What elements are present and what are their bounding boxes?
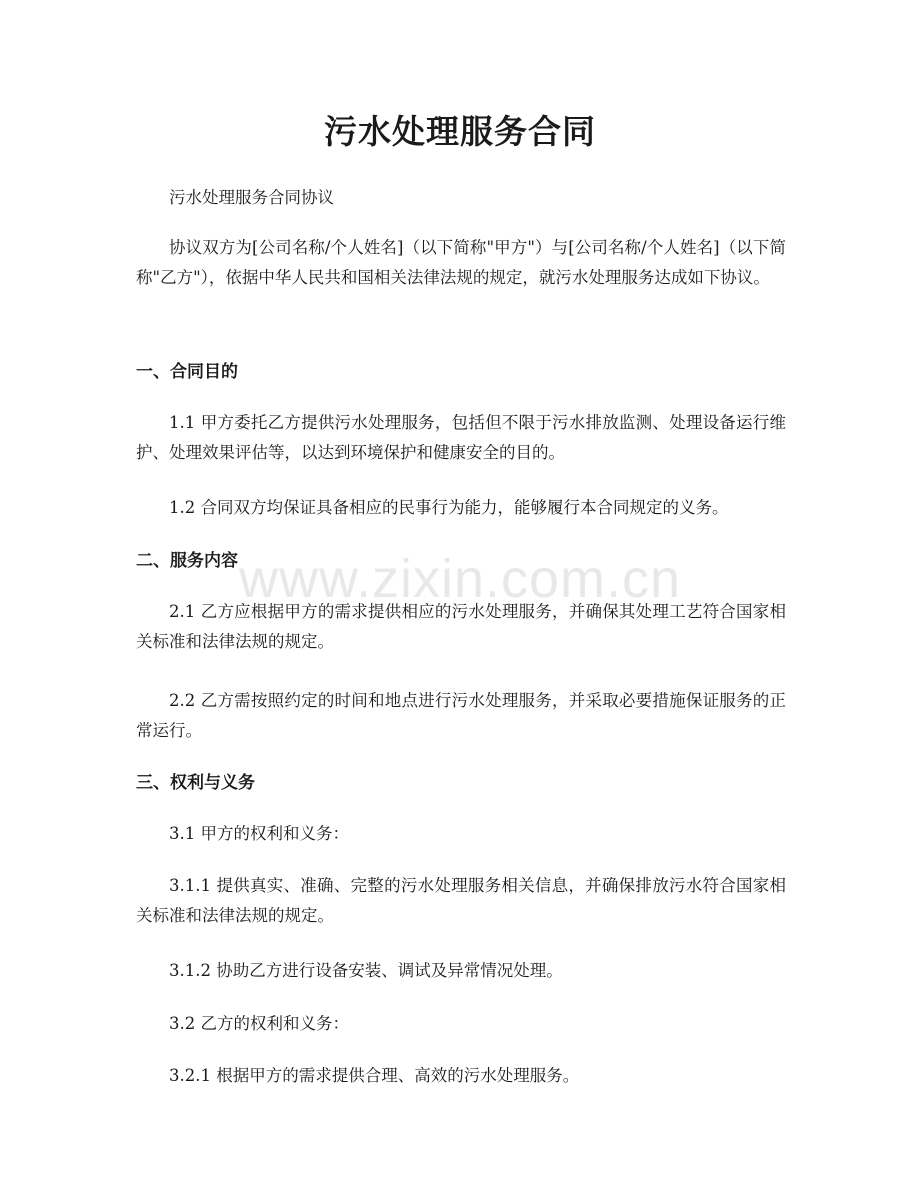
document-subtitle: 污水处理服务合同协议 (169, 188, 334, 207)
clause-3-2-1: 3.2.1 根据甲方的需求提供合理、高效的污水处理服务。 (169, 1066, 580, 1085)
clause-3-2: 3.2 乙方的权利和义务： (169, 1014, 349, 1033)
clause-1-2: 1.2 合同双方均保证具备相应的民事行为能力，能够履行本合同规定的义务。 (169, 498, 729, 517)
clause-3-1: 3.1 甲方的权利和义务： (169, 824, 349, 843)
clause-3-1-1: 3.1.1 提供真实、准确、完整的污水处理服务相关信息，并确保排放污水符合国家相关标准和法律法规的规定。 (136, 876, 786, 925)
section-heading-rights: 三、权利与义务 (136, 773, 255, 793)
section-heading-service: 二、服务内容 (136, 551, 238, 571)
watermark: www.zixin.com.cn (238, 549, 682, 609)
clause-2-2: 2.2 乙方需按照约定的时间和地点进行污水处理服务，并采取必要措施保证服务的正常运行。 (136, 691, 786, 740)
document-title: 污水处理服务合同 (324, 112, 596, 151)
clause-3-1-2: 3.1.2 协助乙方进行设备安装、调试及异常情况处理。 (169, 961, 563, 980)
clause-2-1: 2.1 乙方应根据甲方的需求提供相应的污水处理服务，并确保其处理工艺符合国家相关标准和法律法规的规定。 (136, 602, 786, 651)
intro-paragraph: 协议双方为[公司名称/个人姓名]（以下简称"甲方"）与[公司名称/个人姓名]（以下简称"乙方"），依据中华人民共和国相关法律法规的规定，就污水处理服务达成如下协议。 (136, 238, 786, 287)
section-heading-purpose: 一、合同目的 (136, 362, 238, 382)
clause-1-1: 1.1 甲方委托乙方提供污水处理服务，包括但不限于污水排放监测、处理设备运行维护、处理效果评估等，以达到环境保护和健康安全的目的。 (136, 413, 786, 462)
